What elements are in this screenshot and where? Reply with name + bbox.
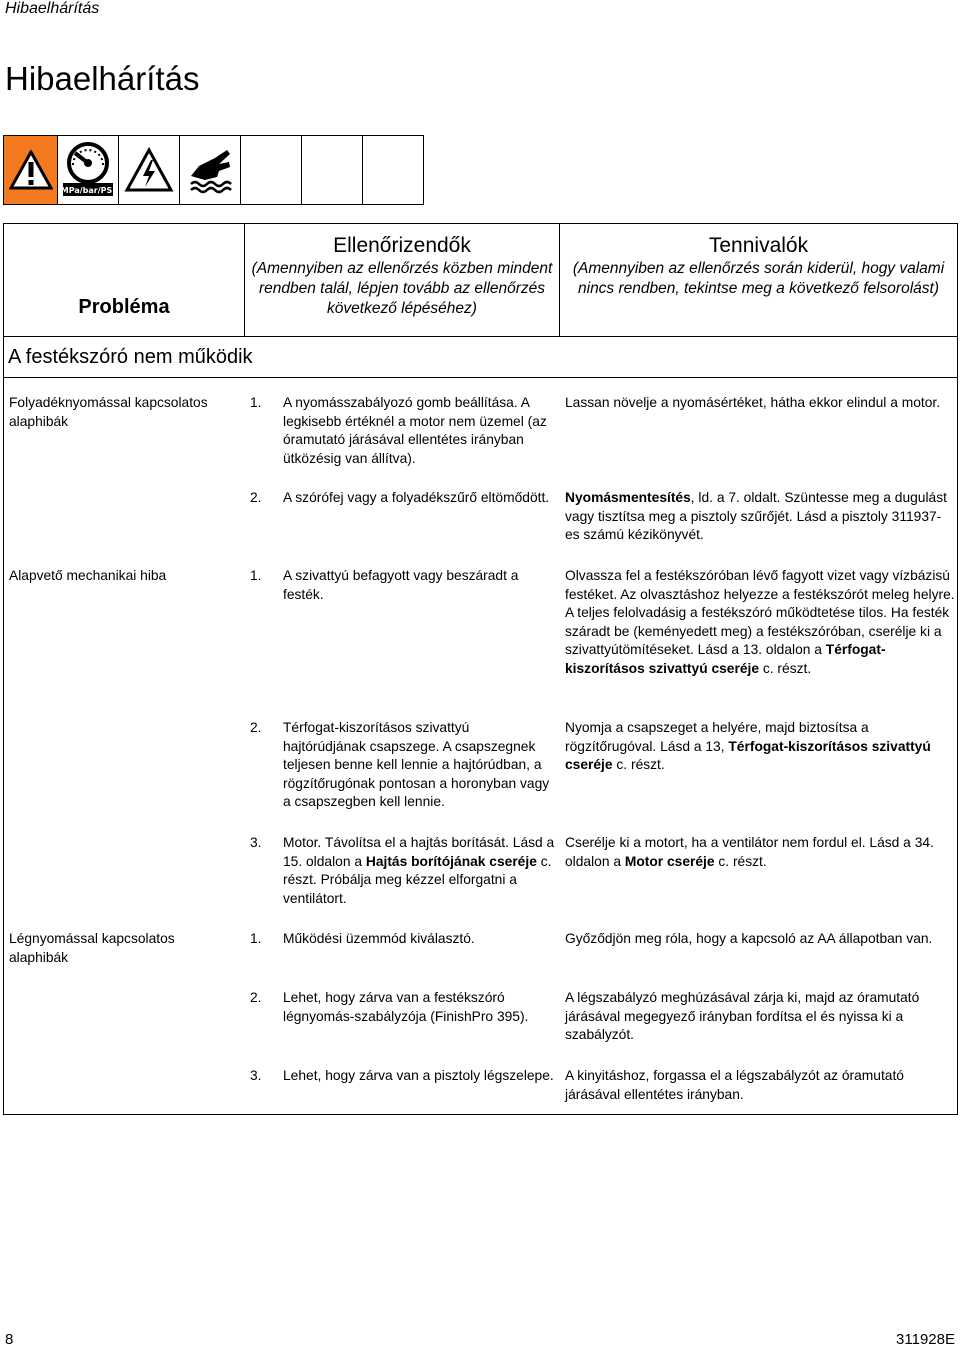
header-todo-title: Tennivalók [708,234,809,257]
page-number: 8 [5,1331,14,1348]
warning-triangle-icon [4,136,58,204]
row-fix-text: c. részt. [714,853,767,869]
row-check [250,989,555,1026]
row-fix-text: c. részt. [759,660,812,676]
row-fix-text: Nyomja a csapszeget a helyére, majd biztosítsa a rögzítőrugóval. Lásd a 13, [565,720,869,754]
troubleshooting-table [3,223,958,1115]
row-problem: Alapvető mechanikai hiba [9,568,167,583]
row-check-bold: Hajtás borítójának cseréje [365,853,537,869]
row-fix [565,394,955,413]
row-check-text: A szivattyú befagyott vagy beszáradt a festék. [283,568,519,602]
header-checks-subtitle: (Amennyiben az ellenőrzés közben mindent rendben talál, lépjen tovább az ellenőrzés következő lépéséhez) [251,260,553,317]
row-check-text: A szórófej vagy a folyadékszűrő eltömődött. [283,490,550,505]
row-check-number: 2. [250,490,262,505]
row-check [250,719,555,812]
row-check-text: Lehet, hogy zárva van a festékszóró légnyomás-szabályzója (FinishPro 395). [283,990,529,1024]
row-check-number: 1. [250,931,262,946]
row-fix-text: Cserélje ki a motort, ha a ventilátor nem fordul el. Lásd a 34. oldalon a [565,835,934,869]
header-checks [245,224,560,336]
row-fix [565,930,955,949]
section-title: A festékszóró nem működik [4,336,957,378]
row-fix-bold: Motor cseréje [624,853,715,869]
row-fix [565,989,955,1045]
row-check-text: Lehet, hogy zárva van a pisztoly légszelepe. [283,1068,554,1083]
row-check [250,489,555,508]
table-header [4,224,957,337]
row-check-number: 3. [250,1068,262,1083]
row-problem: Légnyomással kapcsolatos alaphibák [9,931,175,965]
hot-surface-hand-icon [180,136,241,204]
row-fix [565,834,955,871]
row-check-text-part: c. részt. Próbálja meg kézzel elforgatni a ventilátort. [283,853,552,906]
header-todo [560,224,957,336]
row-fix-text: Olvassza fel a festékszóróban lévő fagyott vizet vagy vízbázisú festéket. Az olvasztáshoz helyezze a festékszórót meleg helyre. A teljes felolvadásig a festékszóró működtetése tilos. Ha festék száradt be (keményedett meg) a festékszóróban, cserélje ki a szivattyútömítéseket. Lásd a 13. oldalon a [565,568,955,657]
row-fix-bold: Térfogat-kiszorításos szivattyú cseréje [565,642,886,676]
header-checks-title: Ellenőrizendők [333,234,471,257]
row-check [250,394,555,468]
row-fix [565,489,955,545]
row-check-number: 2. [250,720,262,735]
hazard-icon-row [3,135,424,205]
row-check-text [283,834,555,908]
row-fix-bold: Nyomásmentesítés [565,490,691,505]
row-check-text: Működési üzemmód kiválasztó. [283,931,475,946]
row-check-number: 1. [250,395,262,410]
row-check-number: 1. [250,568,262,583]
row-fix [565,719,955,775]
row-fix-text: , ld. a 7. oldalt. Szüntesse meg a dugulást vagy tisztítsa meg a pisztoly szűrőjét. Lásd a pisztoly 311937-es számú kézikönyvét. [565,490,947,542]
row-fix-text: c. részt. [612,757,665,772]
row-check [250,834,555,908]
row-fix [565,1067,955,1104]
row-check [250,1067,555,1086]
row-fix-text: Győződjön meg róla, hogy a kapcsoló az AA állapotban van. [565,931,933,946]
row-fix-text: A kinyitáshoz, forgassa el a légszabályzót az óramutató járásával ellentétes irányban. [565,1068,904,1102]
row-check-text: Térfogat-kiszorításos szivattyú hajtórúdjának csapszege. A csapszegnek teljesen benne kell lennie a hajtórúdban, a rögzítőrugónak pontosan a horonyban vagy a csapszegben kell lennie. [283,720,550,809]
row-check-number: 2. [250,990,262,1005]
row-check-number: 3. [250,835,262,850]
row-fix-text: Lassan növelje a nyomásértéket, hátha ekkor elindul a motor. [565,395,941,410]
empty-icon-cell [302,136,363,204]
row-check-text: A nyomásszabályozó gomb beállítása. A legkisebb értéknél a motor nem üzemel (az óramutató járásával ellentétes irányban ütközésig van állítva). [283,395,547,466]
row-fix-text: A légszabályzó meghúzásával zárja ki, majd az óramutató járásával megegyező irányban fordítsa el és nyissa ki a szabályzót. [565,990,920,1042]
gauge-unit-label: MPa/bar/PSI [61,186,115,195]
row-fix-bold: Térfogat-kiszorításos szivattyú cseréje [565,738,931,772]
document-number: 311928E [896,1331,955,1348]
electric-shock-icon [119,136,180,204]
empty-icon-cell [363,136,423,204]
empty-icon-cell [241,136,302,204]
row-check-text-part: Motor. Távolítsa el a hajtás borítását. Lásd a 15. oldalon a [283,835,555,869]
row-fix [565,567,955,678]
pressure-gauge-icon [58,136,119,204]
row-check [250,930,555,949]
header-problem-label: Probléma [78,296,170,318]
running-header: Hibaelhárítás [5,0,100,17]
header-todo-subtitle: (Amennyiben az ellenőrzés során kiderül, hogy valami nincs rendben, tekintse meg a következő felsorolást) [572,260,945,297]
row-check [250,567,555,604]
row-problem: Folyadéknyomással kapcsolatos alaphibák [9,395,208,429]
header-problem [4,224,245,336]
page-title: Hibaelhárítás [5,60,200,97]
